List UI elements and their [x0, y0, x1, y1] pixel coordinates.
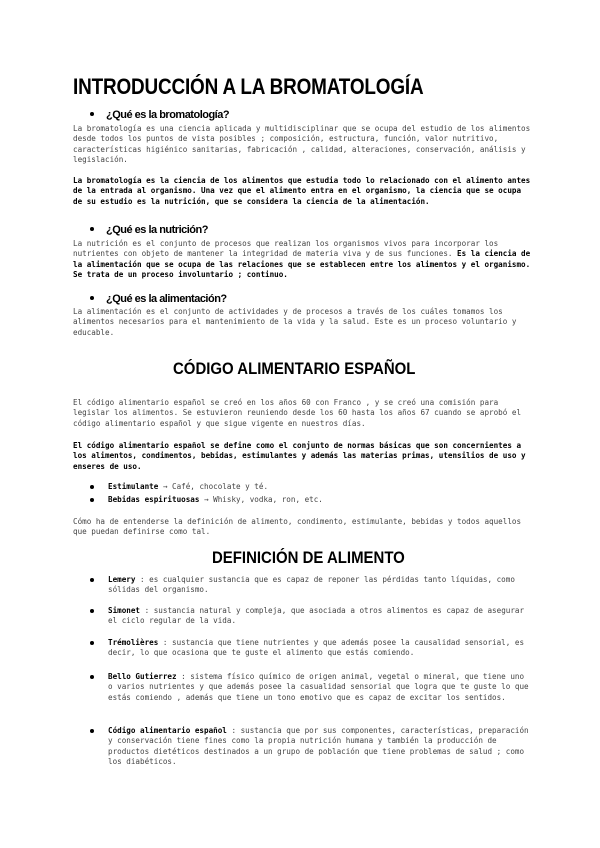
list-item	[90, 726, 530, 768]
item-desc: : sustancia que por sus componentes, características, preparación y conservación tiene fines como la propia nutrición humana y también la producción de productos dietéticos destinados a un grupo de población que tiene problemas de salud ; como los diabéticos.	[108, 726, 529, 767]
nutricion-bold-text: Es la ciencia de la alimentación que se ocupa de las relaciones que se establecen entre los alimentos y el organismo. Se trata de un proceso involuntario ; continuo.	[73, 249, 531, 280]
paragraph-codigo-note: Cómo ha de entenderse la definición de alimento, condimento, estimulante, bebidas y todos aquellos que puedan definirse como tal.	[73, 517, 522, 537]
bullet-icon	[90, 498, 94, 502]
list-item	[90, 606, 530, 627]
item-desc: : sustancia natural y compleja, que asociada a otros alimentos es capaz de asegurar el ciclo regular de la vida.	[108, 606, 525, 626]
question-alimentacion	[90, 293, 227, 305]
item-term: Bebidas espirituosas	[108, 495, 200, 504]
item-term: Bello Gutierrez	[108, 672, 177, 681]
question-bromatologia	[90, 109, 229, 121]
item-desc: → Whisky, vodka, ron, etc.	[199, 495, 323, 504]
item-desc: → Café, chocolate y té.	[158, 482, 269, 491]
paragraph-codigo-history: El código alimentario español se creó en los años 60 con Franco , y se creó una comisión para legislar los alimentos. Se estuvieron reuniendo desde los 60 hasta los años 67 cuando se aprobó el código alimentario español y que sigue vigente en nuestros días.	[73, 398, 522, 428]
list-item	[90, 482, 530, 492]
question-text: ¿Qué es la bromatología?	[106, 109, 230, 121]
section-title-codigo: CÓDIGO ALIMENTARIO ESPAÑOL	[173, 359, 416, 378]
paragraph-nutricion	[73, 239, 533, 281]
paragraph-alimentacion: La alimentación es el conjunto de actividades y de procesos a través de los cuáles tomamos los alimentos necesarios para el mantenimiento de la vida y la salud. Este es un proceso voluntario y educable.	[73, 307, 517, 337]
list-item	[90, 638, 530, 659]
section-title-definicion: DEFINICIÓN DE ALIMENTO	[212, 548, 405, 567]
item-desc: : es cualquier sustancia que es capaz de reponer las pérdidas tanto líquidas, como sólidas del organismo.	[108, 575, 515, 595]
paragraph-bromatologia-definition: La bromatología es una ciencia aplicada y multidisciplinar que se ocupa del estudio de los alimentos desde todos los puntos de vista posibles ; composición, estructura, función, valor nutritivo, características higiénico sanitarias, fabricación , calidad, alteraciones, conservación, análisis y legislación.	[73, 124, 531, 165]
bullet-icon	[90, 729, 94, 733]
list-item	[90, 672, 530, 703]
nutricion-text: La nutrición es el conjunto de procesos que realizan los organismos vivos para incorporar los nutrientes con objeto de mantener la integridad de materia viva y de sus funciones.	[73, 239, 499, 259]
item-term: Estimulante	[108, 482, 159, 491]
bullet-icon	[90, 675, 94, 679]
item-term: Lemery	[108, 575, 136, 584]
bullet-icon	[90, 578, 94, 582]
item-term: Simonet	[108, 606, 141, 615]
list-item	[90, 495, 530, 505]
item-desc: : sistema físico químico de origen animal, vegetal o mineral, que tiene uno o varios nutrientes y que además posee la casualidad sensorial que logra que te guste lo que estás comiendo , además que tiene un tono emotivo que es capaz de excitar los sentidos.	[108, 672, 529, 702]
question-nutricion	[90, 224, 208, 236]
bullet-icon	[90, 641, 94, 645]
item-term: Trémolières	[108, 638, 159, 647]
bullet-icon	[90, 112, 94, 116]
page-title: INTRODUCCIÓN A LA BROMATOLOGÍA	[73, 74, 424, 99]
paragraph-bromatologia-bold: La bromatología es la ciencia de los alimentos que estudia todo lo relacionado con el alimento antes de la entrada al organismo. Una vez que el alimento entra en el organismo, la ciencia que se ocupa de su estudio es la nutrición, que se considera la ciencia de la alimentación.	[73, 176, 531, 206]
bullet-icon	[90, 296, 94, 300]
item-term: Código alimentario español	[108, 726, 227, 735]
question-text: ¿Qué es la alimentación?	[106, 293, 227, 305]
paragraph-codigo-definition: El código alimentario español se define como el conjunto de normas básicas que son concernientes a los alimentos, condimentos, bebidas, estimulantes y además las materias primas, utensilios de uso y enseres de uso.	[73, 441, 526, 471]
bullet-icon	[90, 485, 94, 489]
bullet-icon	[90, 227, 94, 231]
question-text: ¿Qué es la nutrición?	[106, 224, 208, 236]
bullet-icon	[90, 609, 94, 613]
list-item	[90, 575, 530, 596]
item-desc: : sustancia que tiene nutrientes y que además posee la causalidad sensorial, es decir, lo que ocasiona que te guste el alimento que estás comiendo.	[108, 638, 525, 658]
